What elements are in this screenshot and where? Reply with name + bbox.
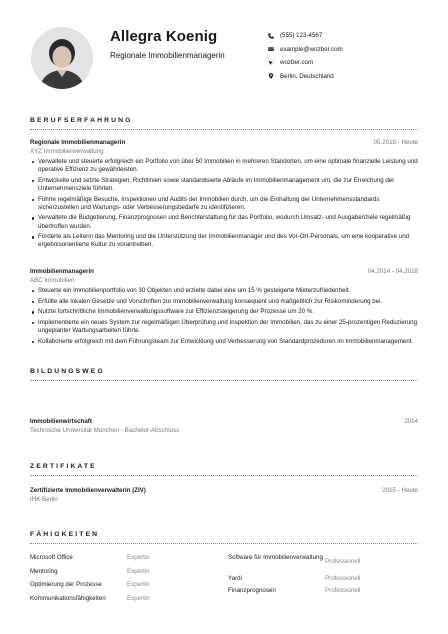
skill-row: [228, 554, 420, 575]
contact-phone: [268, 29, 343, 43]
contact-location: [268, 70, 343, 84]
certificate-date: 2015 - Heute: [382, 487, 418, 494]
contact-website-text: wozber.com: [280, 59, 314, 67]
skill-name: Microsoft Office: [30, 554, 73, 561]
skill-name: Mentoring: [30, 567, 58, 575]
skill-level: Professionell: [325, 586, 361, 594]
skills-left-column: [30, 554, 220, 609]
list-item: Kollaborierte erfolgreich mit dem Führungsteam zur Entwicklung und Verbesserung von Standardprozeduren im Immobilienmanagement.: [30, 338, 420, 346]
list-item: Implementierte ein neues System zur regelmäßigen Überprüfung und Inspektion der Immobilien, das zu einer 25-prozentigen Reduzierung ungeplanter Wartungsarbeiten führte.: [30, 319, 420, 335]
certificate-issuer: IHK Berlin: [30, 496, 58, 503]
skill-row: [228, 575, 420, 587]
skill-name: Yardi: [228, 575, 242, 582]
certificate-title: Zertifizierte Immobilienverwalterin (ZIV): [30, 487, 146, 494]
candidate-name: Allegra Koenig: [110, 28, 218, 45]
candidate-role: Regionale Immobilienmanagerin: [110, 51, 225, 60]
list-item: Führte regelmäßige Besuche, Inspektionen und Audits der Immobilien durch, um die Einhaltung der Unternehmensstandards sicherzustellen und Wartungs- oder Verbesserungsbedarfe zu identifizieren.: [30, 196, 420, 212]
skill-row: [30, 554, 220, 568]
skill-level: Professionell: [325, 575, 361, 582]
skills-divider: [30, 543, 418, 544]
job-company: ABC Immobilien: [30, 277, 75, 284]
skill-level: Expertin: [127, 581, 150, 589]
skills-right-column: [228, 554, 420, 598]
list-item: Steuerte ein Immobilienportfolio von 30 Objekten und erzielte dabei eine um 15 % gesteigerte Mieterzufriedenheit.: [30, 287, 420, 295]
skill-name: Finanzprognosen: [228, 586, 276, 594]
experience-heading: BERUFSERFAHRUNG: [30, 117, 133, 124]
job-title: Regionale Immobilienmanagerin: [30, 139, 126, 146]
education-divider: [30, 380, 418, 381]
list-item: Verwaltete und steuerte erfolgreich ein Portfolio von über 50 Immobilien in mehreren Standorten, um eine optimale finanzielle Leistung und operative Effizienz zu gewährleisten.: [30, 158, 420, 174]
location-icon: [268, 73, 280, 79]
education-heading: BILDUNGSWEG: [30, 368, 105, 375]
skill-level: Expertin: [127, 567, 150, 575]
email-icon: [268, 46, 280, 52]
skill-row: [30, 581, 220, 595]
skill-row: [30, 568, 220, 582]
skills-heading: FÄHIGKEITEN: [30, 531, 100, 538]
skill-level: Professionell: [325, 558, 361, 565]
contact-phone-text: (555) 123-4567: [280, 32, 323, 40]
certificates-divider: [30, 475, 418, 476]
skill-level: Expertin: [127, 554, 150, 561]
degree-date: 2014: [404, 418, 418, 425]
skill-name: Kommunikationsfähigkeiten: [30, 595, 106, 603]
list-item: Förderte als Leiterin das Mentoring und die Unterstützung der Immobilienmanager und des Vor-Ort-Personals, um eine kooperative und ergebnisorientierte Kultur zu vorantreiben.: [30, 233, 420, 249]
list-item: Entwickelte und setzte Strategien, Richtlinien sowie standardisierte Abläufe im Immobilienmanagement um, die zur Erreichung der Unternehmensziele führten.: [30, 177, 420, 193]
skill-row: [228, 587, 420, 599]
degree-school: Technische Universität München - Bachelor-Abschluss: [30, 427, 180, 434]
degree-title: Immobilienwirtschaft: [30, 418, 92, 425]
list-item: Nutzte fortschrittliche Immobilienverwaltungssoftware zur Effizienzsteigerung der Prozesse um 20 %.: [30, 308, 420, 316]
contact-email-text: example@wozber.com: [280, 45, 343, 53]
job-bullets: [30, 287, 420, 348]
experience-divider: [30, 129, 418, 130]
contact-location-text: Berlin, Deutschland: [280, 72, 334, 80]
job-date: 05.2018 - Heute: [373, 139, 418, 146]
skill-name: Software für Immobilienverwaltung: [228, 554, 323, 561]
phone-icon: [268, 33, 280, 39]
contact-email: [268, 43, 343, 57]
job-company: XYZ Immobilienverwaltung: [30, 148, 104, 155]
job-date: 04.2014 - 04.2018: [367, 268, 418, 275]
certificates-heading: ZERTIFIKATE: [30, 463, 97, 470]
job-bullets: [30, 158, 420, 252]
link-icon: [268, 60, 280, 66]
list-item: Verwaltete die Budgetierung, Finanzprognosen und Berichterstattung für das Portfolio, wodurch Umsatz- und Ausgabenziele regelmäßig übertroffen wurden.: [30, 214, 420, 230]
profile-photo: [31, 27, 93, 89]
skill-name: Optimierung der Prozesse: [30, 581, 102, 589]
contact-list: [268, 29, 343, 83]
job-title: Immobilienmanagerin: [30, 268, 94, 275]
skill-level: Expertin: [127, 595, 150, 603]
list-item: Erfüllte alle lokalen Gesetze und Vorschriften zur Immobilienverwaltung konsequent und maßgeblich zur Risikominderung bei.: [30, 298, 420, 306]
skill-row: [30, 595, 220, 609]
contact-website: [268, 56, 343, 70]
